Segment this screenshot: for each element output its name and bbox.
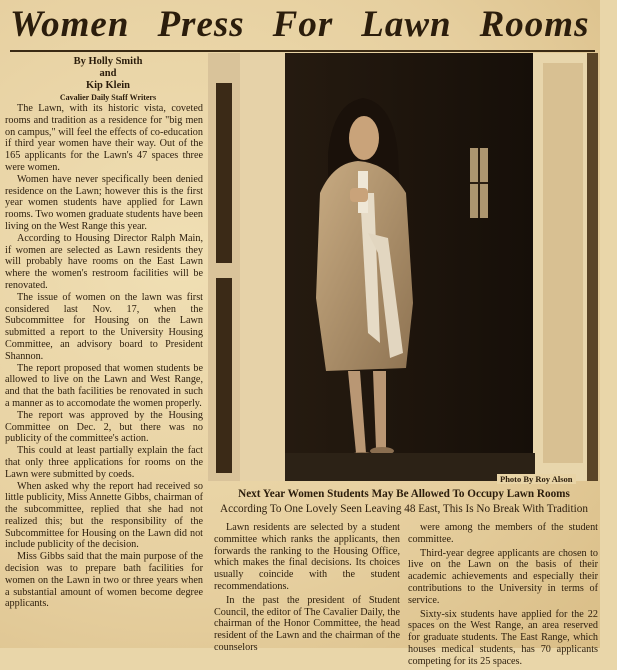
caption-subtitle: According To One Lovely Seen Leaving 48 East, This Is No Break With Tradition (220, 503, 588, 515)
headline-word: Press (157, 4, 245, 45)
paragraph: Third-year degree applicants are chosen to live on the Lawn on the basis of their academic achievements and especially their contributions to the University in terms of service. (408, 547, 598, 606)
paragraph: Sixty-six students have applied for the 22 spaces on the West Range, an area reserved for graduate students. The East Range, which houses medical students, has 70 applicants competing for its 25 spaces. (408, 608, 598, 667)
photo-credit: Photo By Roy Alson (497, 474, 576, 484)
paragraph: When asked why the report had received so little publicity, Miss Annette Gibbs, chairman of the subcommittee, replied that she had not realized this; but the responsibility of the Subcommittee for Housing on the Lawn did not include publicity of the decision. (5, 480, 203, 551)
headline (10, 2, 595, 52)
article-column-2 (214, 522, 400, 656)
paragraph: Lawn residents are selected by a student committee which ranks the applicants, then forwards the ranking to the Housing Office, which makes the final decisions. Its choices usually coincide with the student recommendations. (214, 522, 400, 592)
paragraph: The Lawn, with its historic vista, coveted rooms and tradition as a residence for "big men on campus," will feel the effects of co-education if third year women have their way. Out of the 165 applicants for the Lawn's 47 spaces three were women. (5, 103, 203, 173)
paragraph: In the past the president of Student Council, the editor of The Cavalier Daily, the chairman of the Honor Committee, the head resident of the Lawn and the chairman of the counselors (214, 594, 400, 653)
paragraph: This could at least partially explain the fact that only three applications for rooms on the Lawn were submitted by coeds. (5, 445, 203, 480)
headline-word: Women (10, 4, 130, 45)
headline-word: For (272, 4, 334, 45)
headline-word: Rooms (479, 4, 590, 45)
byline-and: and (99, 68, 117, 79)
byline (8, 56, 208, 104)
photo-illustration (208, 53, 598, 481)
article-column-1 (5, 103, 203, 610)
byline-author-1: By Holly Smith (73, 56, 143, 67)
news-photo (208, 53, 598, 481)
byline-author-2: Kip Klein (85, 80, 131, 91)
paragraph: The report proposed that women students be allowed to live on the Lawn and West Range, and that the bath facilities be renovated in such a manner as to accomodate the women properly. (5, 362, 203, 409)
byline-affiliation: Cavalier Daily Staff Writers (59, 93, 157, 102)
paragraph: According to Housing Director Ralph Main, if women are selected as Lawn residents they will probably have rooms on the East Lawn where the women's restroom facilities will be renovated. (5, 232, 203, 291)
paragraph: Women have never specifically been denied residence on the Lawn; however this is the first year women students have applied for Lawn rooms. Two women graduate students have been living on the West Range this year. (5, 173, 203, 232)
article-column-3 (408, 522, 598, 670)
paragraph: Miss Gibbs said that the main purpose of the decision was to prepare bath facilities for women on the Lawn in two or three years when a substantial amount of women become degree applicants. (5, 551, 203, 610)
paragraph: were among the members of the student committee. (408, 522, 598, 545)
caption-title: Next Year Women Students May Be Allowed To Occupy Lawn Rooms (238, 488, 570, 500)
headline-word: Lawn (361, 4, 452, 45)
paragraph: The issue of women on the lawn was first considered last Nov. 17, when the Subcommittee for Housing on the Lawn submitted a report to the University Housing Committee, an advisory board to President Shannon. (5, 291, 203, 362)
paragraph: The report was approved by the Housing Committee on Dec. 2, but there was no publicity of the committee's action. (5, 409, 203, 445)
